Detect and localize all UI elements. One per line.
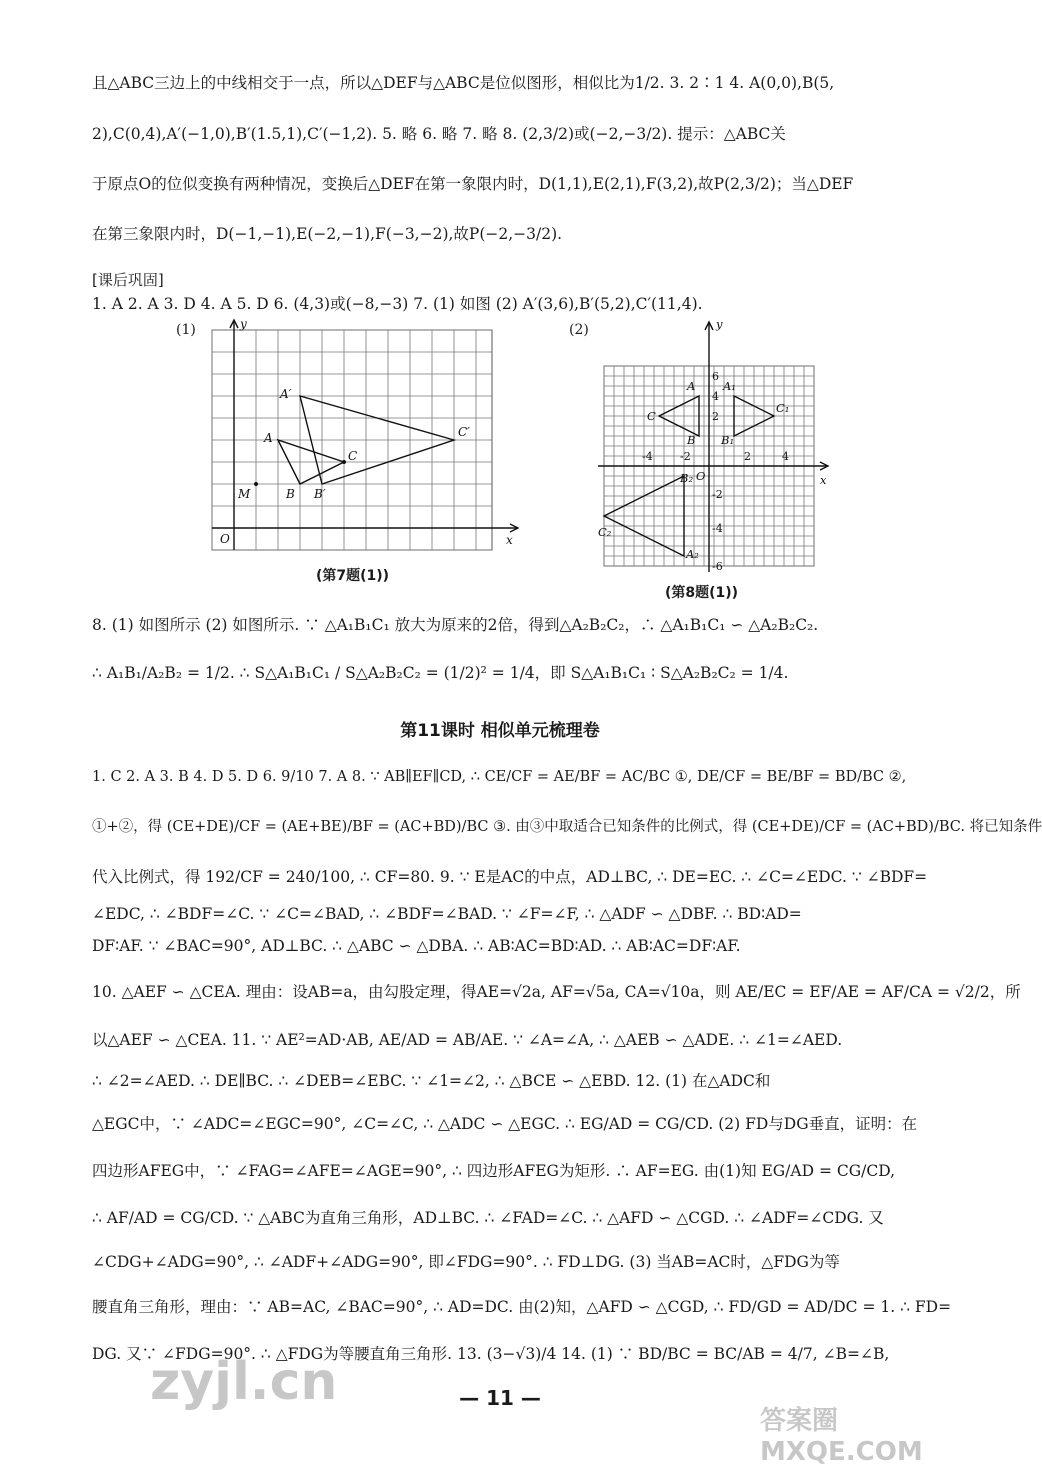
figure2-x-label: x xyxy=(820,473,827,487)
text-line-1: 且△ABC三边上的中线相交于一点，所以△DEF与△ABC是位似图形，相似比为1/2. 3. 2∶1 4. A(0,0),B(5, xyxy=(92,74,835,92)
figure1-origin-label: O xyxy=(220,532,230,546)
text-line-4: 在第三象限内时，D(−1,−1),E(−2,−1),F(−3,−2),故P(−2,−3/2). xyxy=(92,225,563,243)
figure2-tick-x-4: 4 xyxy=(782,450,789,463)
figure2-label-b: B xyxy=(687,433,696,447)
figure2-tick-y-2: 2 xyxy=(712,410,719,423)
figure1-x-label: x xyxy=(506,533,513,547)
section-title: 第11课时 相似单元梳理卷 xyxy=(400,721,600,741)
text-line-18: ∴ AF/AD = CG/CD. ∵ △ABC为直角三角形，AD⊥BC. ∴ ∠FAD=∠C. ∴ △AFD ∽ △CGD. ∴ ∠ADF=∠CDG. 又 xyxy=(92,1209,884,1227)
text-line-13: 10. △AEF ∽ △CEA. 理由：设AB=a，由勾股定理，得AE=√2a, AF=√5a, CA=√10a，则 AE/EC = EF/AE = AF/CA = √2/2，所 xyxy=(92,983,1021,1001)
figure1-tag: (1) xyxy=(176,322,196,338)
figure1-y-label: y xyxy=(240,317,247,331)
text-line-6: 8. (1) 如图所示 (2) 如图所示. ∵ △A₁B₁C₁ 放大为原来的2倍，得到△A₂B₂C₂，∴ △A₁B₁C₁ ∽ △A₂B₂C₂. xyxy=(92,616,819,634)
text-line-21: DG. 又∵ ∠FDG=90°. ∴ △FDG为等腰直角三角形. 13. (3−√3)/4 14. (1) ∵ BD/BC = BC/AB = 4/7, ∠B=∠B, xyxy=(92,1345,890,1363)
text-line-17: 四边形AFEG中，∵ ∠FAG=∠AFE=∠AGE=90°, ∴ 四边形AFEG为矩形. ∴ AF=EG. 由(1)知 EG/AD = CG/CD, xyxy=(92,1162,895,1180)
figure2-tag: (2) xyxy=(569,322,589,338)
text-line-10: 代入比例式，得 192/CF = 240/100, ∴ CF=80. 9. ∵ E是AC的中点，AD⊥BC, ∴ DE=EC. ∴ ∠C=∠EDC. ∵ ∠BDF= xyxy=(92,868,928,886)
figure1-label-b-prime: B′ xyxy=(314,487,326,501)
figure2-tick-x-neg2: -2 xyxy=(680,450,691,463)
text-line-3: 于原点O的位似变换有两种情况，变换后△DEF在第一象限内时，D(1,1),E(2,1),F(3,2),故P(2,3/2)；当△DEF xyxy=(92,175,854,193)
figure1-label-b: B xyxy=(286,487,295,501)
figure2-label-c1: C₁ xyxy=(776,401,790,415)
figure1-point-m xyxy=(254,482,258,486)
figure1-label-m: M xyxy=(238,487,251,501)
watermark-left: zyjl.cn xyxy=(150,1352,338,1412)
figure2-label-b1: B₁ xyxy=(721,433,735,447)
figure2-tick-y-neg4: -4 xyxy=(712,522,723,535)
figure2-grid xyxy=(590,318,840,580)
figure2-tick-x-2: 2 xyxy=(744,450,751,463)
text-line-16: △EGC中，∵ ∠ADC=∠EGC=90°, ∠C=∠C, ∴ △ADC ∽ △EGC. ∴ EG/AD = CG/CD. (2) FD与DG垂直，证明：在 xyxy=(92,1115,918,1133)
watermark-right: 答案圈 MXQE.COM xyxy=(760,1406,923,1467)
figure2-tick-y-neg6: -6 xyxy=(712,560,723,573)
figure2-label-c2: C₂ xyxy=(598,525,612,539)
figure2-label-c: C xyxy=(647,409,656,423)
text-line-11: ∠EDC, ∴ ∠BDF=∠C. ∵ ∠C=∠BAD, ∴ ∠BDF=∠BAD. ∵ ∠F=∠F, ∴ △ADF ∽ △DBF. ∴ BD∶AD= xyxy=(92,905,802,923)
figure1-label-a: A xyxy=(264,431,273,445)
text-line-5: 1. A 2. A 3. D 4. A 5. D 6. (4,3)或(−8,−3) 7. (1) 如图 (2) A′(3,6),B′(5,2),C′(11,4). xyxy=(92,295,703,313)
text-line-9: ①+②，得 (CE+DE)/CF = (AE+BE)/BF = (AC+BD)/BC ③. 由③中取适合已知条件的比例式，得 (CE+DE)/CF = (AC+BD)/BC. 将已知条件 xyxy=(92,819,1042,835)
text-line-20: 腰直角三角形，理由：∵ AB=AC, ∠BAC=90°, ∴ AD=DC. 由(2)知，△AFD ∽ △CGD, ∴ FD/GD = AD/DC = 1. ∴ FD= xyxy=(92,1298,952,1316)
text-line-7: ∴ A₁B₁/A₂B₂ = 1/2. ∴ S△A₁B₁C₁ / S△A₂B₂C₂ = (1/2)² = 1/4，即 S△A₁B₁C₁ ∶ S△A₂B₂C₂ = 1/4. xyxy=(92,664,789,682)
figure2-label-a2: A₂ xyxy=(686,547,699,561)
figure1-grid xyxy=(200,318,530,563)
figure2-label-b2: B₂ xyxy=(680,471,694,485)
figure2-tick-y-4: 4 xyxy=(712,390,719,403)
figure2-label-a: A xyxy=(687,379,696,393)
figure2-label-a1: A₁ xyxy=(723,379,736,393)
figure2-tick-y-6: 6 xyxy=(712,370,719,383)
figure2-y-label: y xyxy=(716,317,723,331)
figure2-caption: (第8题(1)) xyxy=(665,585,739,601)
figure2-tick-y-neg2: -2 xyxy=(712,488,723,501)
text-line-15: ∴ ∠2=∠AED. ∴ DE∥BC. ∴ ∠DEB=∠EBC. ∵ ∠1=∠2, ∴ △BCE ∽ △EBD. 12. (1) 在△ADC和 xyxy=(92,1072,771,1090)
figure2-tick-x-neg4: -4 xyxy=(642,450,653,463)
figure2-origin-label: O xyxy=(696,469,706,483)
text-line-8: 1. C 2. A 3. B 4. D 5. D 6. 9/10 7. A 8. ∵ AB∥EF∥CD, ∴ CE/CF = AE/BF = AC/BC ①, DE/CF = BE/BF = BD/BC ②, xyxy=(92,769,907,785)
text-line-2: 2),C(0,4),A′(−1,0),B′(1.5,1),C′(−1,2). 5. 略 6. 略 7. 略 8. (2,3/2)或(−2,−3/2). 提示：△ABC关 xyxy=(92,125,786,143)
page-number: — 11 — xyxy=(459,1386,541,1410)
text-line-12: DF∶AF. ∵ ∠BAC=90°, AD⊥BC. ∴ △ABC ∽ △DBA. ∴ AB∶AC=BD∶AD. ∴ AB∶AC=DF∶AF. xyxy=(92,937,741,955)
figure1-label-a-prime: A′ xyxy=(280,387,292,401)
section-tag: [课后巩固] xyxy=(92,271,164,289)
text-line-19: ∠CDG+∠ADG=90°, ∴ ∠ADF+∠ADG=90°, 即∠FDG=90°. ∴ FD⊥DG. (3) 当AB=AC时，△FDG为等 xyxy=(92,1253,840,1271)
figure1-label-c: C xyxy=(348,449,358,463)
figure1-caption: (第7题(1)) xyxy=(316,568,390,584)
figure1-label-c-prime: C′ xyxy=(458,425,470,439)
text-line-14: 以△AEF ∽ △CEA. 11. ∵ AE²=AD·AB, AE/AD = AB/AE. ∵ ∠A=∠A, ∴ △AEB ∽ △ADE. ∴ ∠1=∠AED. xyxy=(92,1031,843,1049)
